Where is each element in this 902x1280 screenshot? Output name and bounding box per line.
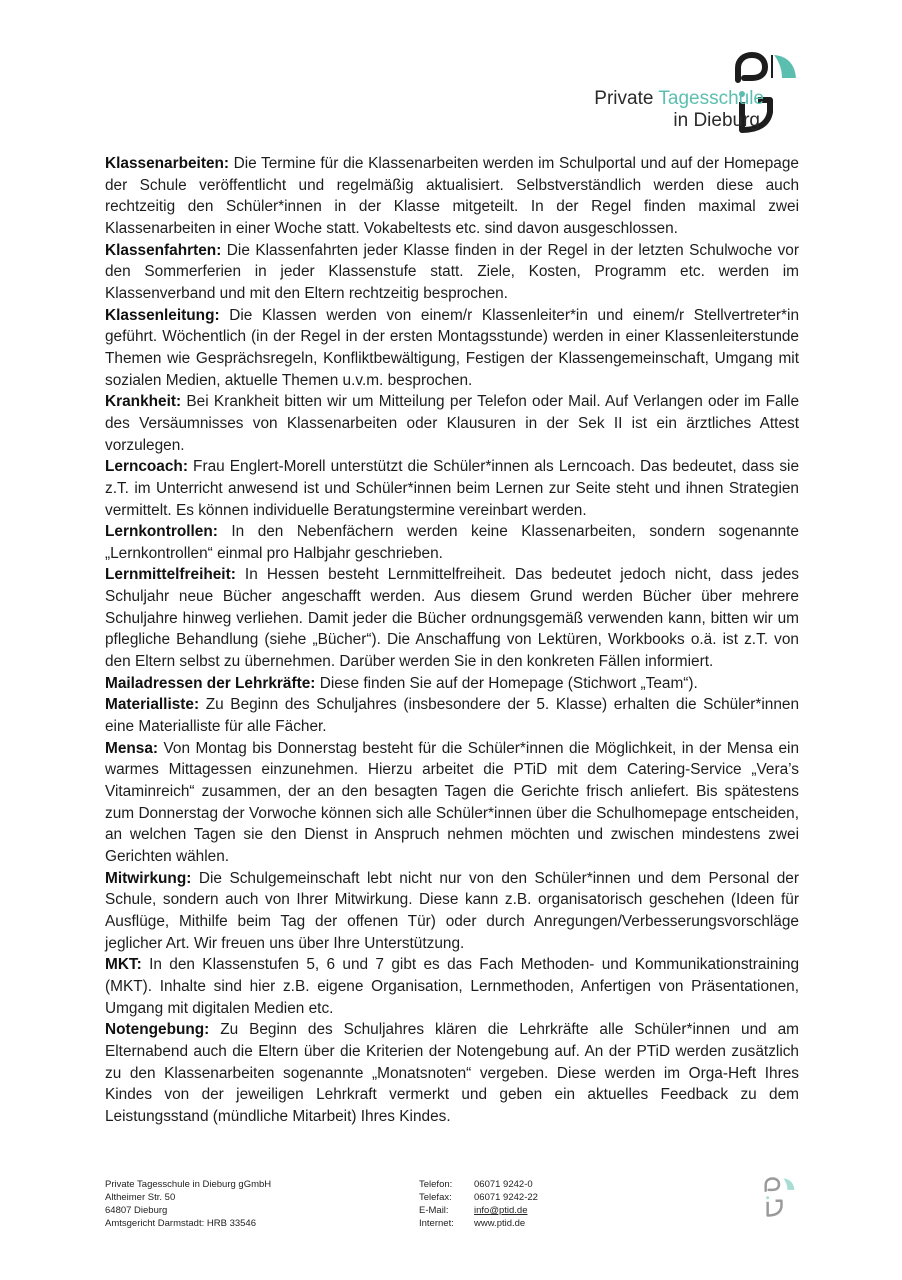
footer-contacts [419,1178,538,1230]
brand-word-1: Private [594,88,654,109]
entry-notengebung [105,1019,799,1127]
definition: Frau Englert-Morell unterstützt die Schüler*innen als Lerncoach. Das bedeutet, dass sie z.T. im Unterricht anwesend ist und Schüler*innen beim Lernen zur Seite steht und ihnen Strategien vermittelt. Es können individuelle Beratungstermine vereinbart werden. [105,458,799,519]
definition: In den Klassenstufen 5, 6 und 7 gibt es das Fach Methoden- und Kommunikationstraining (MKT). Inhalte sind hier z.B. eigene Organisation, Lernmethoden, Anfertigen von Präsentationen, Umgang mit digitalen Medien etc. [105,956,799,1017]
term: Materialliste: [105,696,200,714]
definition: Diese finden Sie auf der Homepage (Stichwort „Team“). [315,674,698,692]
term: Notengebung: [105,1021,210,1039]
definition: Die Klassen werden von einem/r Klassenleiter*in und einem/r Stellvertreter*in geführt. Wöchentlich (in der Regel in der ersten Montagsstunde) werden in einer Klassenleiterstunde Themen wie Gesprächsregeln, Konfliktbewältigung, Festigen der Klassengemeinschaft, Umgang mit sozialen Medien, aktuelle Themen u.v.m. besprochen. [105,306,799,389]
term: Klassenleitung: [105,306,220,324]
entry-lernmittelfreiheit [105,564,799,672]
entry-krankheit [105,391,799,456]
fax-value: 06071 9242-22 [474,1192,538,1203]
definition: Die Klassenfahrten jeder Klasse finden in der Regel in der letzten Schulwoche vor den Sommerferien in jeder Klassenstufe statt. Ziele, Kosten, Programm etc. werden im Klassenverband und mit den Eltern rechtzeitig besprochen. [105,241,799,302]
term: Lernmittelfreiheit: [105,566,236,584]
term: Lerncoach: [105,458,188,476]
term: Klassenarbeiten: [105,155,230,172]
entry-mitwirkung [105,868,799,955]
entry-materialliste [105,694,799,737]
entry-klassenarbeiten [105,153,799,240]
term: Mitwirkung: [105,869,192,887]
contact-label: Telefax: [419,1192,452,1203]
ptid-footer-logo-icon [757,1176,803,1218]
term: Lernkontrollen: [105,523,218,541]
footer-company: Private Tagesschule in Dieburg gGmbH [105,1179,272,1190]
definition: In den Nebenfächern werden keine Klassenarbeiten, sondern sogenannte „Lernkontrollen“ einmal pro Halbjahr geschrieben. [105,523,799,562]
glossary-content [105,153,799,1128]
definition: In Hessen besteht Lernmittelfreiheit. Das bedeutet jedoch nicht, dass jedes Schuljahr neue Bücher angeschafft werden. Aus diesem Grund werden Bücher über mehrere Schuljahre hinweg verliehen. Damit jeder die Bücher ordnungsgemäß verwenden kann, bitten wir um pflegliche Behandlung (siehe „Bücher“). Die Anschaffung von Lektüren, Workbooks o.ä. ist z.T. von den Eltern selbst zu übernehmen. Darüber werden Sie in den konkreten Fällen informiert. [105,566,799,671]
footer-street: Altheimer Str. 50 [105,1192,176,1203]
contact-label: E-Mail: [419,1205,449,1216]
definition: Zu Beginn des Schuljahres (insbesondere der 5. Klasse) erhalten die Schüler*innen eine Materialliste für alle Fächer. [105,696,799,736]
contact-label: Telefon: [419,1179,453,1190]
header-brand [552,50,802,135]
entry-lerncoach [105,456,799,521]
footer-city: 64807 Dieburg [105,1205,168,1216]
contact-row-phone [419,1178,538,1191]
email-link[interactable]: info@ptid.de [474,1205,528,1216]
definition: Die Termine für die Klassenarbeiten werden im Schulportal und auf der Homepage der Schule veröffentlicht und regelmäßig aktualisiert. Selbstverständlich werden diese auch rechtzeitig den Schüler*innen in der Klasse mitgeteilt. In der Regel finden maximal zwei Klassenarbeiten in einer Woche statt. Vokabeltests etc. sind davon ausgeschlossen. [105,155,799,237]
entry-klassenfahrten [105,240,799,305]
brand-word-2: Tagesschule [658,88,764,109]
brand-location: in Dieburg [673,110,760,131]
website-value: www.ptid.de [474,1218,526,1229]
term: Klassenfahrten: [105,241,222,259]
entry-klassenleitung [105,305,799,392]
entry-mailadressen [105,673,799,695]
footer-address [105,1178,271,1230]
footer-register: Amtsgericht Darmstadt: HRB 33546 [105,1218,257,1229]
term: Mensa: [105,739,159,757]
definition: Von Montag bis Donnerstag besteht für die Schüler*innen die Möglichkeit, in der Mensa ein warmes Mittagessen einzunehmen. Hierzu arbeitet die PTiD mit dem Catering-Service „Vera’s Vitaminreich“ zusammen, der an den besagten Tagen die Gerichte frisch anliefert. Bis spätestens zum Donnerstag der Vorwoche können sich alle Schüler*innen über die Schulhomepage entscheiden, an welchen Tagen sie den Dienst in Anspruch nehmen möchten und zwischen mindestens zwei Gerichten wählen. [105,739,799,865]
phone-value: 06071 9242-0 [474,1179,533,1190]
entry-mkt [105,954,799,1019]
term: Krankheit: [105,393,182,411]
definition: Zu Beginn des Schuljahres klären die Lehrkräfte alle Schüler*innen und am Elternabend auch die Eltern über die Kriterien der Notengebung auf. An der PTiD werden zusätzlich zu den Klassenarbeiten sogenannte „Monatsnoten“ vergeben. Diese werden im Orga-Heft Ihres Kindes von der jeweiligen Lehrkraft vermerkt und geben ein aktuelles Feedback zu dem Leistungsstand (mündliche Mitarbeit) Ihres Kindes. [105,1021,799,1125]
term: Mailadressen der Lehrkräfte: [105,674,316,692]
contact-row-internet [419,1217,538,1230]
entry-mensa [105,738,799,868]
entry-lernkontrollen [105,521,799,564]
contact-row-email [419,1204,538,1217]
definition: Bei Krankheit bitten wir um Mitteilung per Telefon oder Mail. Auf Verlangen oder im Falle des Versäumnisses von Klassenarbeiten oder Klausuren in der Sek II ist ein ärztliches Attest vorzulegen. [105,393,799,454]
definition: Die Schulgemeinschaft lebt nicht nur von den Schüler*innen und dem Personal der Schule, sondern auch von Ihrer Mitwirkung. Diese kann z.B. organisatorisch geschehen (Ideen für Ausflüge, Mithilfe beim Tag der offenen Tür) oder durch Anregungen/Verbesserungsvorschläge jeglicher Art. Wir freuen uns über Ihre Unterstützung. [105,869,799,952]
term: MKT: [105,956,142,974]
brand-name [594,88,764,132]
contact-label: Internet: [419,1218,454,1229]
contact-row-fax [419,1191,538,1204]
